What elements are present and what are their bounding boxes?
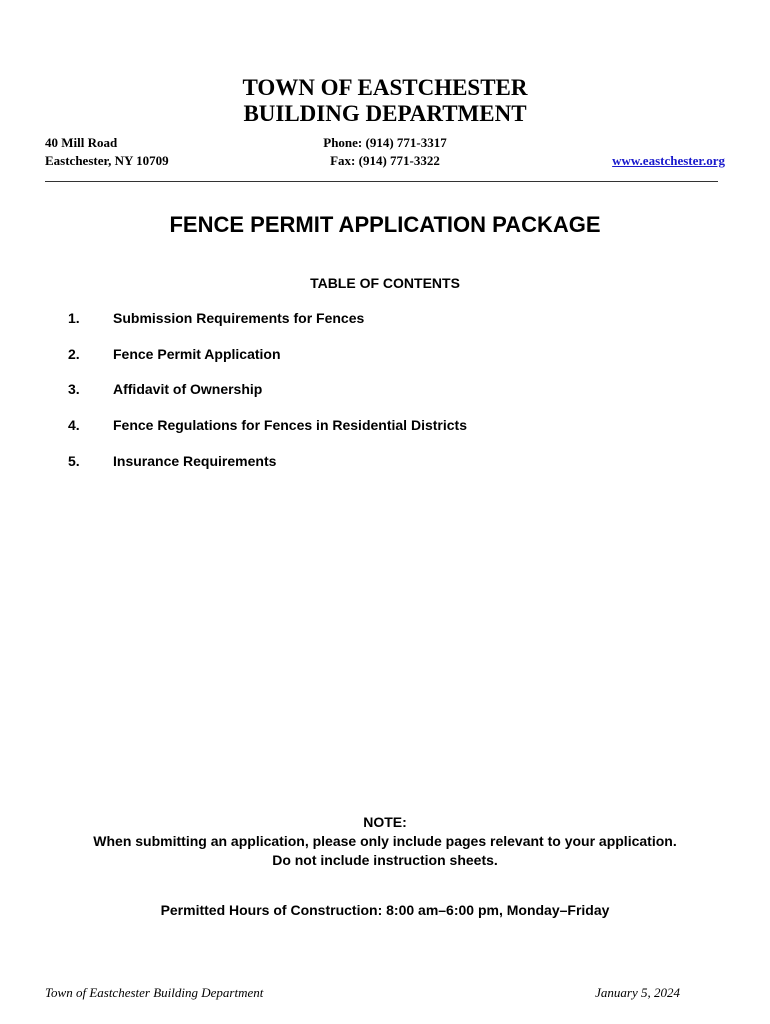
- toc-item-label: Submission Requirements for Fences: [113, 310, 365, 326]
- toc-item: [68, 416, 467, 452]
- footer-department: Town of Eastchester Building Department: [45, 985, 264, 1000]
- table-of-contents: [68, 309, 467, 487]
- toc-item-label: Fence Permit Application: [113, 345, 281, 362]
- website-link[interactable]: www.eastchester.org: [612, 153, 725, 168]
- address-block: [45, 134, 169, 170]
- toc-item: [68, 345, 467, 381]
- toc-item: [68, 452, 467, 488]
- organization-title: [0, 75, 770, 127]
- toc-item-number: 4.: [68, 417, 80, 434]
- note-block: [0, 813, 770, 870]
- toc-item: [68, 309, 467, 345]
- fax-number: Fax: (914) 771-3322: [330, 153, 440, 168]
- note-line-2: Do not include instruction sheets.: [272, 852, 498, 868]
- note-heading: NOTE:: [363, 814, 407, 830]
- toc-heading: TABLE OF CONTENTS: [310, 275, 460, 291]
- address-city: Eastchester, NY 10709: [45, 153, 169, 168]
- header-divider: [45, 181, 718, 182]
- toc-item-label: Affidavit of Ownership: [113, 381, 263, 398]
- note-line-1: When submitting an application, please only include pages relevant to your application.: [93, 833, 677, 849]
- toc-item-number: 1.: [68, 310, 80, 326]
- construction-hours: Permitted Hours of Construction: 8:00 am–6:00 pm, Monday–Friday: [160, 902, 610, 918]
- title-line-2: BUILDING DEPARTMENT: [243, 101, 527, 126]
- title-line-1: TOWN OF EASTCHESTER: [242, 75, 528, 100]
- contact-block: [280, 134, 490, 170]
- toc-item-number: 3.: [68, 381, 80, 398]
- document-title: FENCE PERMIT APPLICATION PACKAGE: [169, 212, 601, 237]
- toc-item-label: Insurance Requirements: [113, 452, 277, 469]
- toc-item-number: 5.: [68, 452, 80, 469]
- toc-item-label: Fence Regulations for Fences in Residential Districts: [113, 417, 467, 434]
- toc-item-number: 2.: [68, 345, 80, 362]
- address-street: 40 Mill Road: [45, 135, 118, 150]
- phone-number: Phone: (914) 771-3317: [323, 135, 447, 150]
- toc-item: [68, 380, 467, 416]
- footer-date: January 5, 2024: [595, 985, 680, 1000]
